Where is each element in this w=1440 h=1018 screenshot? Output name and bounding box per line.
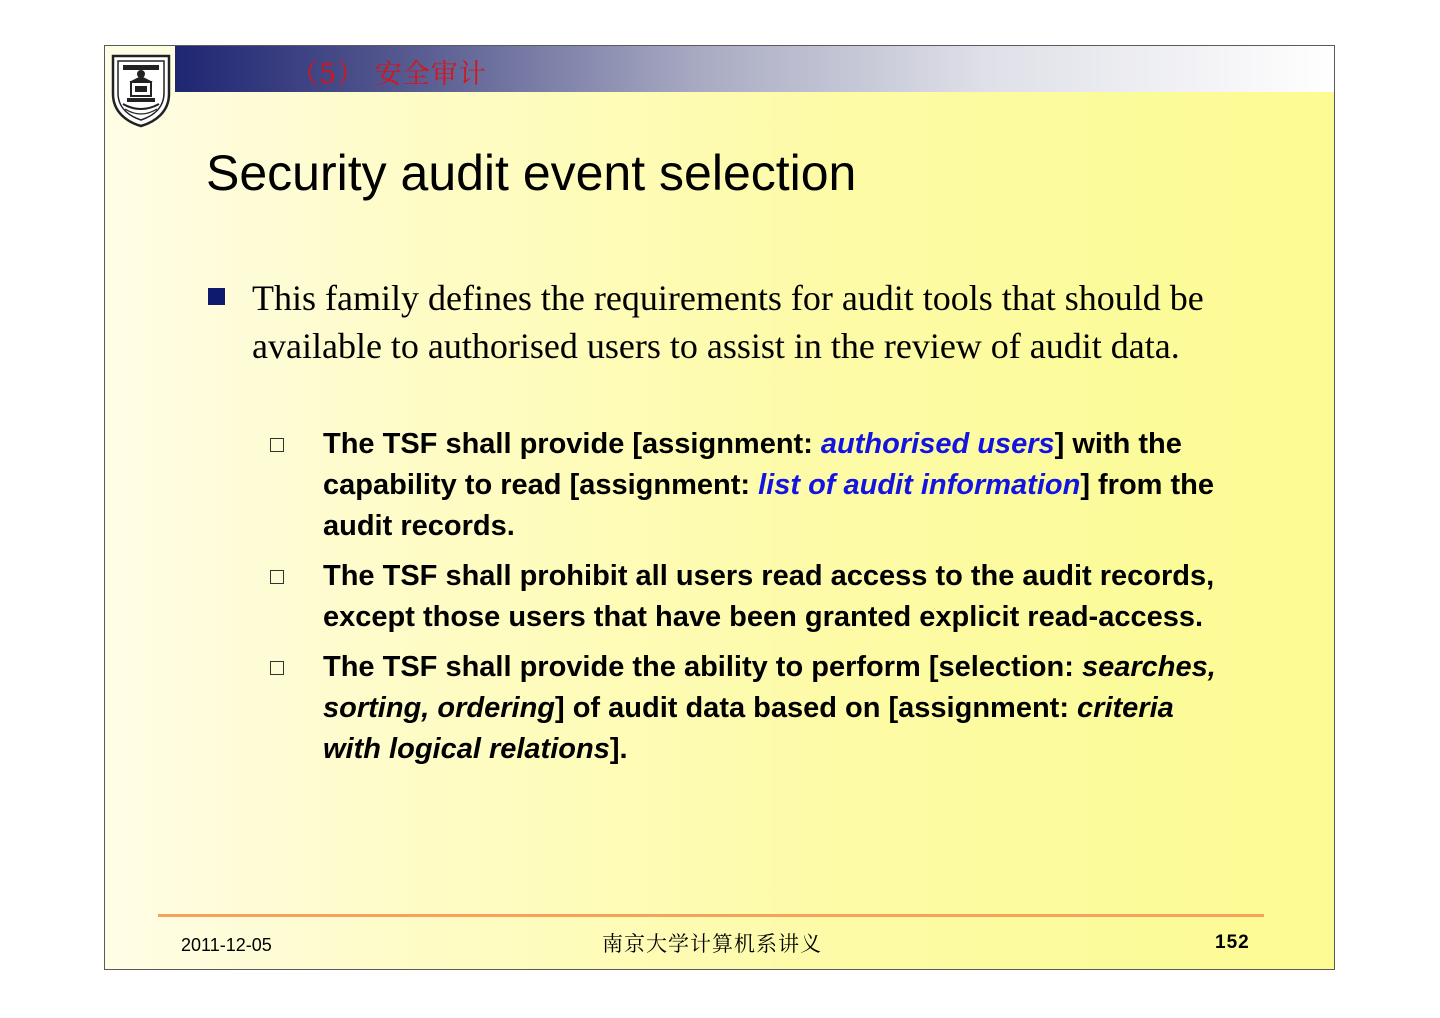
hollow-square-bullet-icon xyxy=(270,661,284,675)
text-run: ] from the audit records. xyxy=(323,469,1215,542)
section-title: （5） 安全审计 xyxy=(291,59,487,90)
text-run: The TSF shall provide the ability to perform [selection: xyxy=(323,651,1082,683)
sub-bullet xyxy=(270,556,1230,638)
sub-bullet-list xyxy=(270,424,1230,779)
text-run: The TSF shall provide [assignment: xyxy=(323,428,821,460)
hollow-square-bullet-icon xyxy=(270,570,284,584)
text-run: ] of audit data based on [assignment: xyxy=(555,692,1078,724)
sub-bullet-text: The TSF shall prohibit all users read access to the audit records, except those users that have been granted explicit read-access. xyxy=(323,560,1215,633)
sub-bullet-text xyxy=(323,647,1230,770)
footer-course-title: 南京大学计算机系讲义 xyxy=(602,932,822,956)
italic-text: searches, sorting, ordering xyxy=(323,651,1216,724)
text-run: ]. xyxy=(609,733,628,765)
university-seal-icon xyxy=(109,52,173,128)
header-band xyxy=(175,46,1335,92)
emphasis-text: authorised users xyxy=(820,428,1055,460)
emphasis-text: list of audit information xyxy=(758,469,1081,501)
page-number: 152 xyxy=(1215,932,1250,953)
hollow-square-bullet-icon xyxy=(270,438,284,452)
sub-bullet xyxy=(270,424,1230,547)
slide-title: Security audit event selection xyxy=(206,145,857,201)
main-bullet xyxy=(208,274,1268,370)
sub-bullet-text xyxy=(323,424,1230,547)
text-run: ] with the capability to read [assignment: xyxy=(323,428,1182,501)
italic-text: criteria with logical relations xyxy=(323,692,1174,765)
sub-bullet xyxy=(270,647,1230,770)
footer-date: 2011-12-05 xyxy=(181,935,272,955)
footer-divider xyxy=(158,914,1264,917)
square-bullet-icon xyxy=(208,288,225,305)
slide xyxy=(104,45,1335,970)
main-bullet-text: This family defines the requirements for audit tools that should be available to authorised users to assist in the review of audit data. xyxy=(252,278,1204,366)
